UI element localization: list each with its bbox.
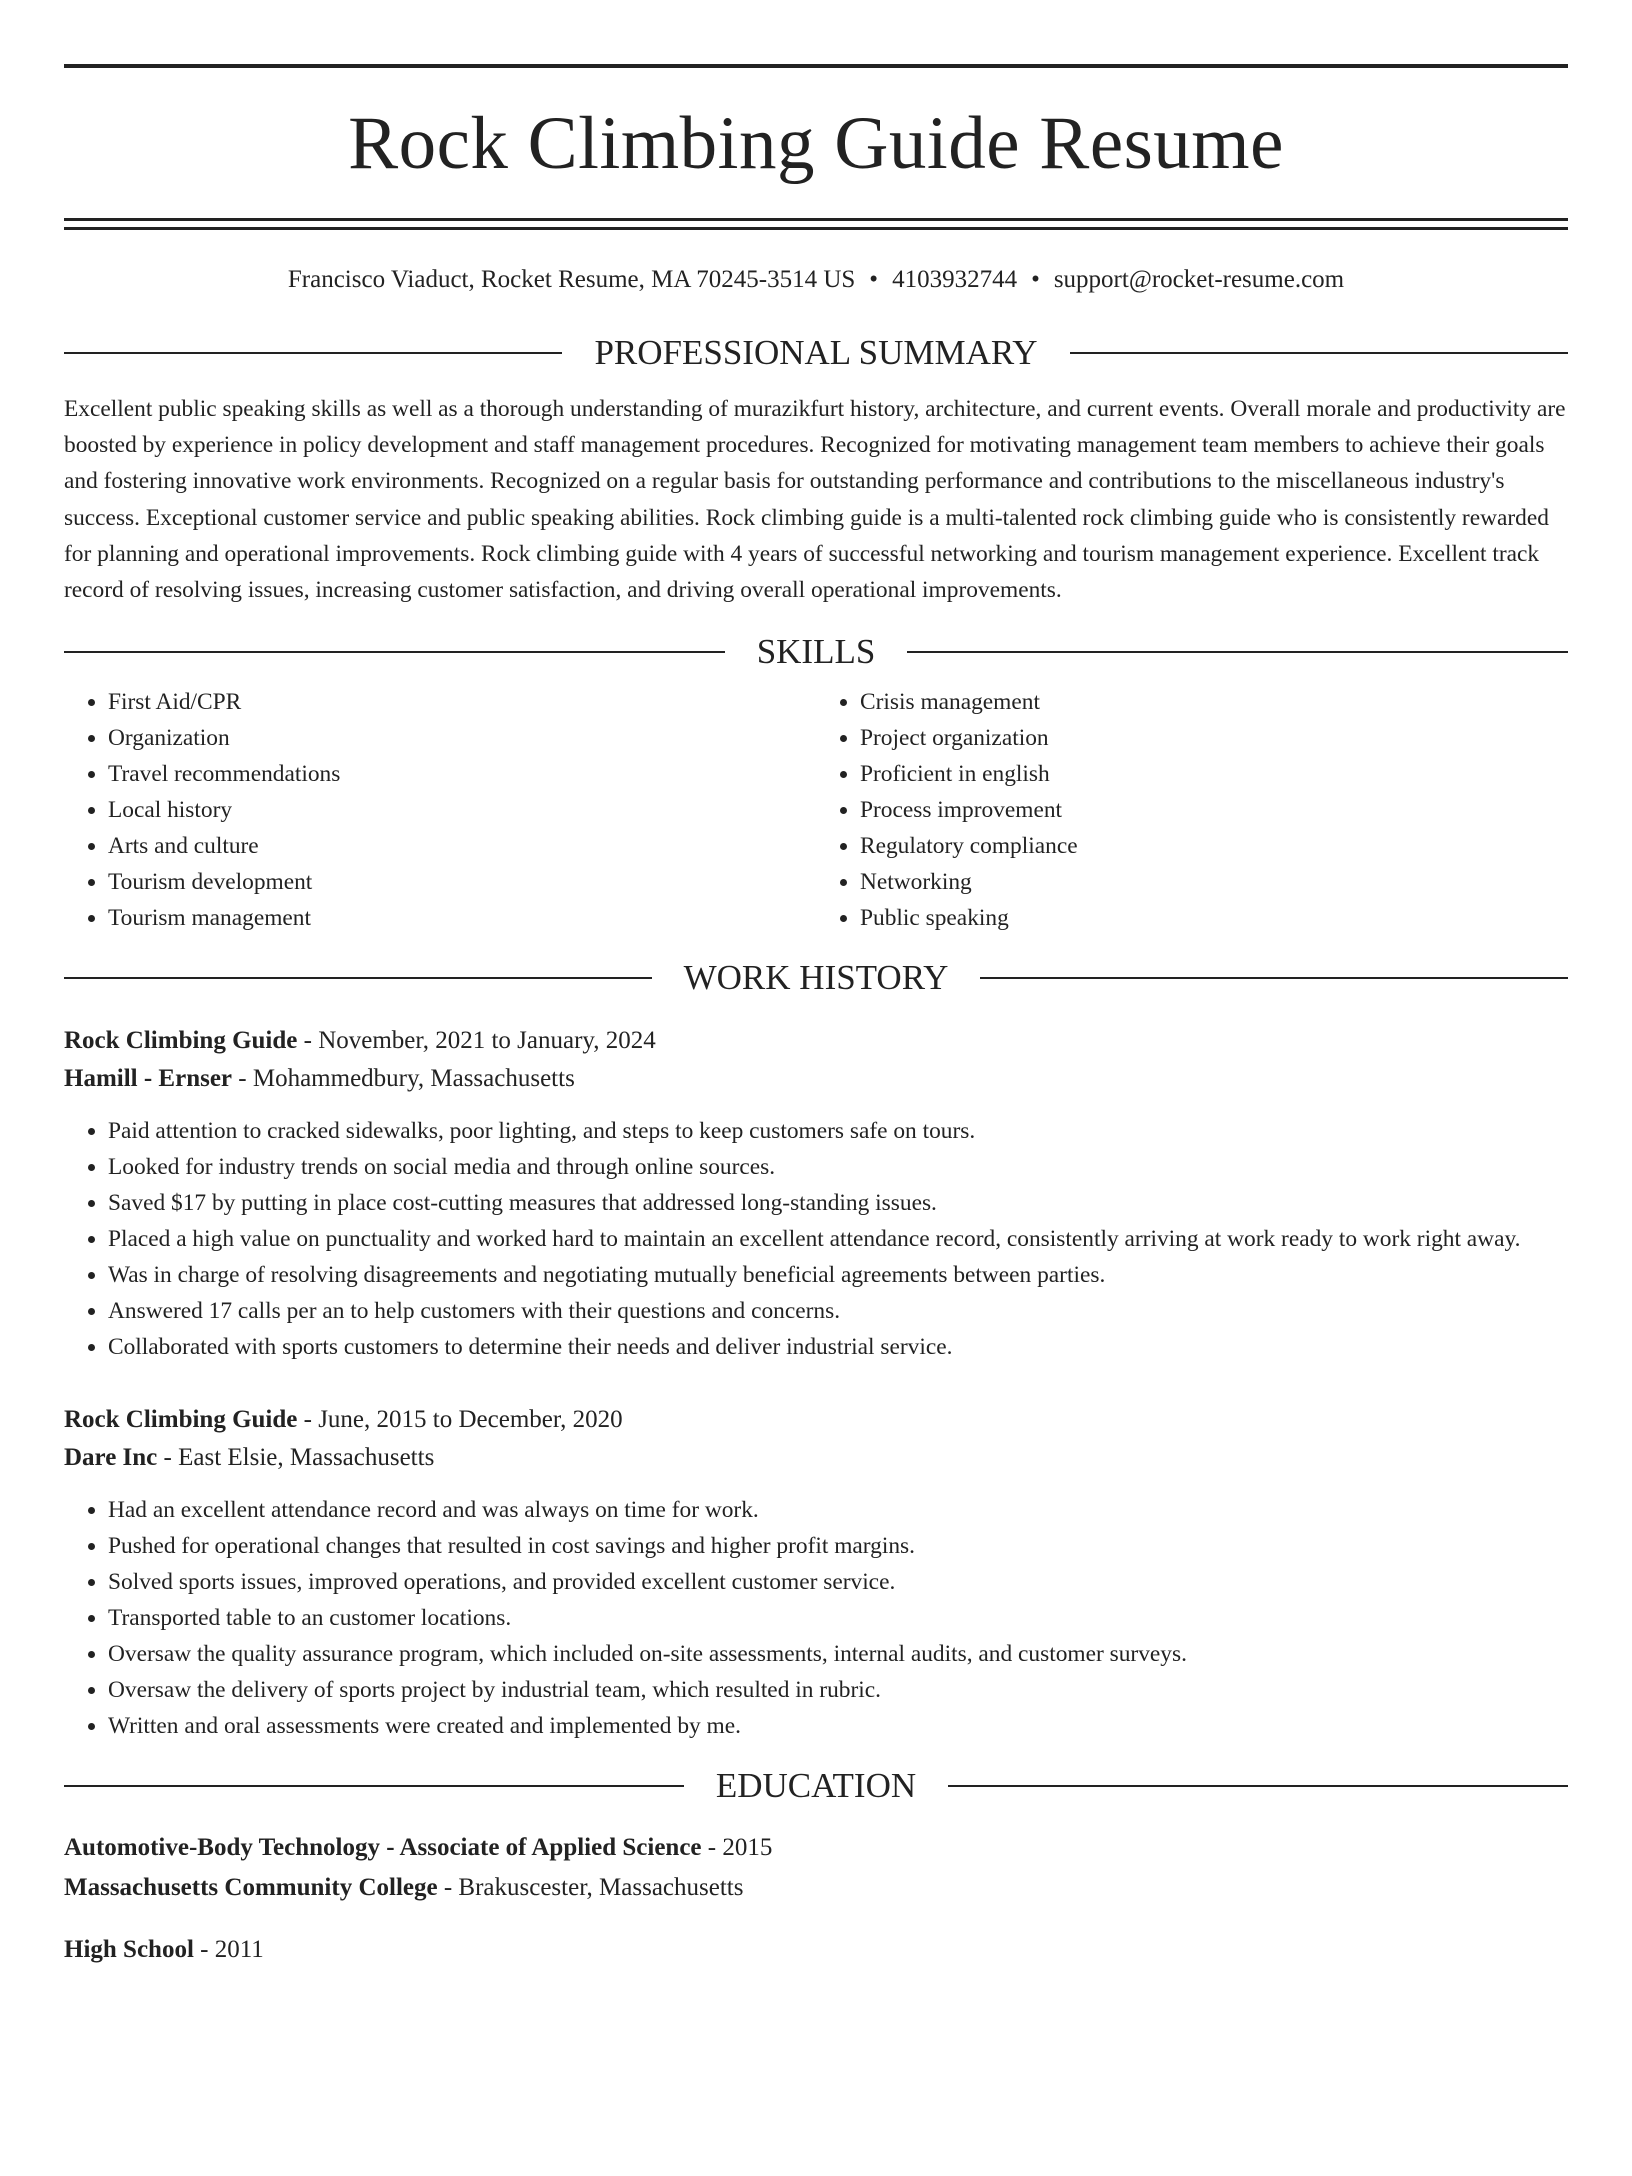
section-heading-work [64,958,1568,998]
contact-email: support@rocket-resume.com [1053,266,1345,293]
heading-rule-left [64,977,652,979]
heading-rule-right [980,977,1568,979]
contact-separator: • [1031,266,1040,293]
resume-page [0,64,1632,2176]
heading-rule-right [948,1785,1568,1787]
job-entry [64,1401,1568,1744]
job-title: Rock Climbing Guide [64,1405,298,1433]
duty-item: • Transported table to an customer locations. [108,1600,1568,1636]
skill-item: • Tourism management [108,900,816,936]
education-location: - Brakuscester, Massachusetts [437,1873,744,1901]
duty-item: • Answered 17 calls per an to help customers with their questions and concerns. [108,1293,1568,1329]
job-title-line [64,1022,1568,1060]
skill-item: • Tourism development [108,864,816,900]
duty-item: • Paid attention to cracked sidewalks, poor lighting, and steps to keep customers safe on tours. [108,1113,1568,1149]
summary-text: Excellent public speaking skills as well as a thorough understanding of murazikfurt history, architecture, and current events. Overall morale and productivity are boosted by experience in policy development and staff management procedures. Recognized for motivating management team members to achieve their goals and fostering innovative work environments. Recognized on a regular basis for outstanding performance and contributions to the miscellaneous industry's success. Exceptional customer service and public speaking abilities. Rock climbing guide is a multi-talented rock climbing guide who is consistently rewarded for planning and operational improvements. Rock climbing guide with 4 years of successful networking and tourism management experience. Excellent track record of resolving issues, increasing customer satisfaction, and driving overall operational improvements. [64,396,1566,604]
duty-item: • Pushed for operational changes that resulted in cost savings and higher profit margins. [108,1528,1568,1564]
skill-item: • Proficient in english [860,756,1568,792]
skill-item: • Networking [860,864,1568,900]
duty-item: • Oversaw the delivery of sports project by industrial team, which resulted in rubric. [108,1672,1568,1708]
heading-rule-left [64,352,562,354]
heading-rule-left [64,1785,684,1787]
skill-item: • Project organization [860,720,1568,756]
heading-rule-right [1070,352,1568,354]
skills-column-right [816,684,1568,936]
duty-item: • Placed a high value on punctuality and worked hard to maintain an excellent attendance record, consistently arriving at work ready to work right away. [108,1221,1568,1257]
education-degree: High School [64,1935,194,1963]
skill-item: • Organization [108,720,816,756]
job-duties [64,1113,1568,1365]
duty-item: • Collaborated with sports customers to determine their needs and deliver industrial service. [108,1329,1568,1365]
skill-item: • Crisis management [860,684,1568,720]
job-title: Rock Climbing Guide [64,1026,298,1054]
section-title-education: EDUCATION [715,1765,917,1805]
contact-phone: 4103932744 [892,266,1018,293]
contact-separator: • [869,266,879,293]
job-location: - East Elsie, Massachusetts [157,1443,435,1471]
duty-item: • Solved sports issues, improved operations, and provided excellent customer service. [108,1564,1568,1600]
education-year: - 2015 [701,1833,773,1861]
job-dates: - November, 2021 to January, 2024 [297,1026,656,1054]
heading-rule-left [64,651,725,653]
skill-item: • Travel recommendations [108,756,816,792]
section-title-work: WORK HISTORY [683,957,949,997]
skill-item: • Public speaking [860,900,1568,936]
contact-address: Francisco Viaduct, Rocket Resume, MA 70245-3514 US [287,266,856,293]
top-rule [64,64,1568,68]
skill-item: • First Aid/CPR [108,684,816,720]
section-title-skills: SKILLS [756,631,876,671]
education-year: - 2011 [193,1935,264,1963]
skill-item: • Local history [108,792,816,828]
education-degree-line [64,1828,1568,1868]
duty-item: • Written and oral assessments were created and implemented by me. [108,1708,1568,1744]
duty-item: • Saved $17 by putting in place cost-cutting measures that addressed long-standing issues. [108,1185,1568,1221]
skill-item: • Arts and culture [108,828,816,864]
contact-line [64,265,1568,295]
education-entry [64,1930,1568,1970]
job-entry [64,1022,1568,1365]
education-degree: Automotive-Body Technology - Associate of Applied Science [64,1833,702,1861]
duty-item: • Had an excellent attendance record and was always on time for work. [108,1492,1568,1528]
page-title: Rock Climbing Guide Resume [348,102,1284,185]
job-company-line [64,1439,1568,1477]
section-heading-summary [64,333,1568,373]
skills-list [64,684,1568,936]
skills-column-left [64,684,816,936]
duty-item: • Was in charge of resolving disagreements and negotiating mutually beneficial agreements between parties. [108,1257,1568,1293]
education-school-line [64,1868,1568,1908]
job-title-line [64,1401,1568,1439]
job-duties [64,1492,1568,1744]
job-location: - Mohammedbury, Massachusetts [232,1064,575,1092]
education-degree-line [64,1930,1568,1970]
skill-item: • Process improvement [860,792,1568,828]
duty-item: • Looked for industry trends on social media and through online sources. [108,1149,1568,1185]
education-school: Massachusetts Community College [64,1873,438,1901]
section-title-summary: PROFESSIONAL SUMMARY [594,333,1038,372]
education-entry [64,1828,1568,1908]
title-double-rule [64,218,1568,230]
job-dates: - June, 2015 to December, 2020 [297,1405,623,1433]
section-heading-skills [64,632,1568,672]
skill-item: • Regulatory compliance [860,828,1568,864]
job-company-line [64,1060,1568,1098]
section-heading-education [64,1766,1568,1806]
job-company: Dare Inc [64,1443,158,1471]
heading-rule-right [907,651,1568,653]
duty-item: • Oversaw the quality assurance program, which included on-site assessments, internal audits, and customer surveys. [108,1636,1568,1672]
job-company: Hamill - Ernser [64,1064,233,1092]
